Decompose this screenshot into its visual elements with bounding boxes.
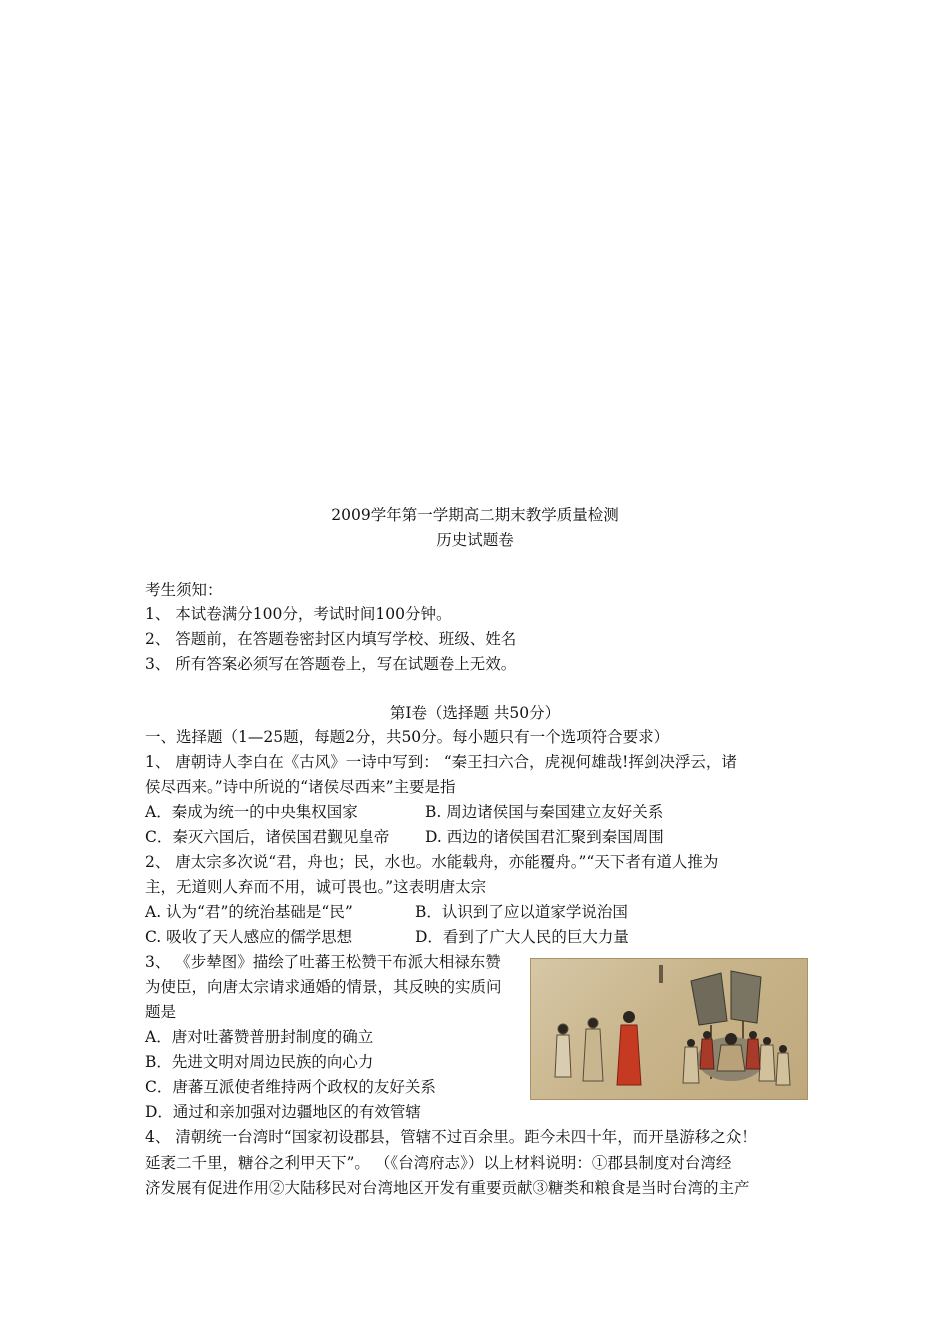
question-1-stem: 侯尽西来。”诗中所说的“诸侯尽西来”主要是指 xyxy=(145,778,456,796)
question-3-option-c: C．唐蕃互派使者维持两个政权的友好关系 xyxy=(145,1078,436,1096)
question-3-stem: 为使臣，向唐太宗请求通婚的情景，其反映的实质问 xyxy=(145,978,502,996)
question-2-stem: 主，无道则人弃而不用，诚可畏也。”这表明唐太宗 xyxy=(145,878,487,896)
notice-item: 3、 所有答案必须写在答题卷上，写在试题卷上无效。 xyxy=(145,655,517,673)
question-3-option-b: B．先进文明对周边民族的向心力 xyxy=(145,1053,374,1071)
question-3-option-d: D．通过和亲加强对边疆地区的有效管辖 xyxy=(145,1103,421,1121)
section-instruction: 一、选择题（1—25题，每题2分，共50分。每小题只有一个选项符合要求） xyxy=(145,728,670,746)
exam-title: 2009学年第一学期高二期末教学质量检测 xyxy=(331,506,619,524)
question-1-option-a: A．秦成为统一的中央集权国家 xyxy=(145,803,358,821)
question-3-option-a: A．唐对吐蕃赞普册封制度的确立 xyxy=(145,1028,374,1046)
question-1-option-b: B. 周边诸侯国与秦国建立友好关系 xyxy=(425,803,664,821)
notice-heading: 考生须知： xyxy=(145,581,223,599)
notice-item: 2、 答题前，在答题卷密封区内填写学校、班级、姓名 xyxy=(145,630,517,648)
question-2-stem: 2、 唐太宗多次说“君，舟也；民，水也。水能载舟，亦能覆舟。”“天下者有道人推为 xyxy=(145,853,719,871)
section-title: 第I卷（选择题 共50分） xyxy=(389,704,561,722)
question-3-stem: 题是 xyxy=(145,1003,177,1021)
question-2-option-d: D．看到了广大人民的巨大力量 xyxy=(415,928,629,946)
exam-subtitle: 历史试题卷 xyxy=(436,531,514,549)
question-2-option-c: C. 吸收了天人感应的儒学思想 xyxy=(145,928,353,946)
question-1-option-d: D. 西边的诸侯国君汇聚到秦国周围 xyxy=(425,828,664,846)
question-4-stem: 济发展有促进作用②大陆移民对台湾地区开发有重要贡献③糖类和粮食是当时台湾的主产 xyxy=(145,1179,750,1197)
question-2-option-b: B．认识到了应以道家学说治国 xyxy=(415,903,628,921)
question-4-stem: 延袤二千里，糖谷之利甲天下”。 （《台湾府志》）以上材料说明：①郡县制度对台湾经 xyxy=(145,1154,732,1172)
question-1-option-c: C．秦灭六国后，诸侯国君觐见皇帝 xyxy=(145,828,390,846)
question-1-stem: 1、 唐朝诗人李白在《古风》一诗中写到： “秦王扫六合，虎视何雄哉!挥剑决浮云，诸 xyxy=(145,753,737,771)
painting-image xyxy=(530,958,808,1100)
question-3-stem: 3、 《步辇图》描绘了吐蕃王松赞干布派大相禄东赞 xyxy=(145,953,501,971)
question-2-option-a: A. 认为“君”的统治基础是“民” xyxy=(145,903,353,921)
notice-item: 1、 本试卷满分100分，考试时间100分钟。 xyxy=(145,605,452,623)
question-4-stem: 4、 清朝统一台湾时“国家初设郡县，管辖不过百余里。距今未四十年，而开垦游移之众！ xyxy=(145,1128,757,1146)
